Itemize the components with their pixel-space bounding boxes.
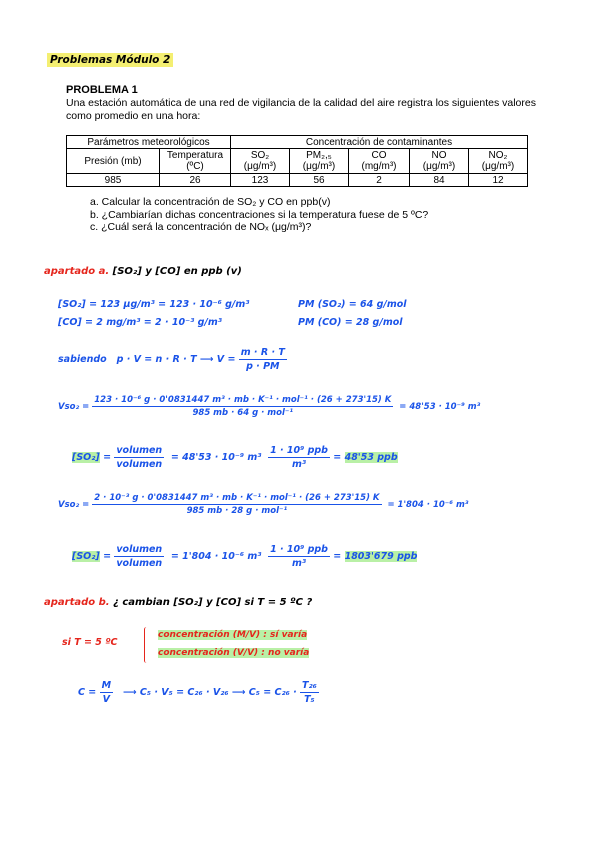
pm-unit: (μg/m³) <box>302 161 336 172</box>
volume-fraction <box>239 347 287 372</box>
table-column-header-row <box>67 149 528 174</box>
questions-list <box>90 196 428 234</box>
col-header-so2 <box>231 149 290 174</box>
so2-ppb-mid: = 48'53 · 10⁻⁹ m³ <box>170 452 262 463</box>
vco-fraction-num: 2 · 10⁻³ g · 0'0831447 m³ · mb · K⁻¹ · mol⁻¹ · (26 + 273'15) K <box>94 493 380 503</box>
pm-label: PM₂,₅ <box>306 150 332 161</box>
so2-ppb-factor-num: 1 · 10⁹ ppb <box>270 445 328 456</box>
co-volume-fraction <box>114 544 164 569</box>
ideal-gas-eq: p · V = n · R · T ⟶ V = <box>116 354 236 365</box>
vco-fraction <box>92 493 381 516</box>
pm-so2: PM (SO₂) = 64 g/mol <box>298 299 407 310</box>
co-ppb-result: 1803'679 ppb <box>344 551 418 562</box>
col-header-no2 <box>469 149 528 174</box>
problem-title: PROBLEMA 1 <box>66 84 138 96</box>
vco-equation <box>58 493 469 516</box>
col-header-co <box>349 149 410 174</box>
co-ppb-label: [SO₂] <box>72 551 100 562</box>
vso2-label: Vso₂ = <box>58 402 90 412</box>
no2-unit: (μg/m³) <box>481 161 515 172</box>
temperature-relation <box>78 680 319 705</box>
so2-unit: (μg/m³) <box>243 161 277 172</box>
question-b: b. ¿Cambiarían dichas concentraciones si la temperatura fuese de 5 ºC? <box>90 208 429 221</box>
t-fraction-den: T₅ <box>304 694 315 705</box>
col-header-temperatura <box>160 149 231 174</box>
sabiendo-label: sabiendo <box>58 354 107 365</box>
question-a: a. Calcular la concentración de SO₂ y CO en ppb(v) <box>90 196 331 208</box>
cell-no2: 12 <box>469 174 528 187</box>
conc-vv-text: concentración (V/V) : no varía <box>158 648 310 658</box>
cell-pm25: 56 <box>290 174 349 187</box>
vco-label: Vso₂ = <box>58 500 90 510</box>
vso2-equation <box>58 395 480 418</box>
c-fraction-den: V <box>102 694 110 705</box>
co-label: CO <box>371 150 387 161</box>
apartado-a-text: [SO₂] y [CO] en ppb (v) <box>112 266 242 277</box>
cell-no: 84 <box>410 174 469 187</box>
so2-volume-fraction <box>114 445 164 470</box>
c-chain: ⟶ C₅ · V₅ = C₂₆ · V₂₆ ⟶ C₅ = C₂₆ · <box>122 687 297 698</box>
volume-fraction-den: p · PM <box>246 361 280 372</box>
col-header-no <box>410 149 469 174</box>
volume-fraction-num: m · R · T <box>240 347 285 358</box>
vco-result: = 1'804 · 10⁻⁶ m³ <box>387 500 469 510</box>
c-fraction <box>100 680 113 705</box>
group-header-contaminantes: Concentración de contaminantes <box>231 136 528 149</box>
co-ppb-factor-den: m³ <box>292 558 307 569</box>
conc-vv-line <box>158 648 309 658</box>
col-header-pm25 <box>290 149 349 174</box>
si-t-condition: si T = 5 ºC <box>62 637 118 648</box>
so2-ppb-factor-den: m³ <box>292 459 307 470</box>
vco-fraction-den: 985 mb · 28 g · mol⁻¹ <box>186 506 288 516</box>
so2-label: SO₂ <box>250 150 270 161</box>
temp-unit: (ºC) <box>186 161 204 172</box>
so2-ppb-factor <box>268 445 330 470</box>
so2-given: [SO₂] = 123 μg/m³ = 123 · 10⁻⁶ g/m³ <box>58 299 250 310</box>
apartado-b-label: apartado b. <box>44 597 110 608</box>
cell-presion: 985 <box>67 174 160 187</box>
problem-statement: Una estación automática de una red de vigilancia de la calidad del aire registra los siguientes valores como promedio en una hora: <box>66 97 536 122</box>
cell-temperatura: 26 <box>160 174 231 187</box>
no2-label: NO₂ <box>488 150 508 161</box>
temp-label: Temperatura <box>166 150 224 161</box>
module-title: Problemas Módulo 2 <box>47 53 173 67</box>
no-label: NO <box>431 150 447 161</box>
co-ppb-factor <box>268 544 330 569</box>
apartado-b-text: ¿ cambian [SO₂] y [CO] si T = 5 ºC ? <box>113 597 313 608</box>
co-ppb-mid: = 1'804 · 10⁻⁶ m³ <box>170 551 262 562</box>
so2-ppb-label: [SO₂] <box>72 452 100 463</box>
col-header-presion: Presión (mb) <box>67 149 160 174</box>
group-header-meteo: Parámetros meteorológicos <box>67 136 231 149</box>
cell-co: 2 <box>349 174 410 187</box>
no-unit: (μg/m³) <box>422 161 456 172</box>
vso2-fraction <box>92 395 393 418</box>
question-c: c. ¿Cuál será la concentración de NOₓ (μg/m³)? <box>90 221 312 233</box>
so2-ppb-result: 48'53 ppb <box>344 452 398 463</box>
so2-volume-den: volumen <box>116 459 163 470</box>
vso2-fraction-den: 985 mb · 64 g · mol⁻¹ <box>192 408 294 418</box>
co-volume-den: volumen <box>116 558 163 569</box>
co-unit: (mg/m³) <box>361 161 397 172</box>
c-eq-label: C = <box>78 687 97 698</box>
conc-mv-line <box>158 630 307 640</box>
t-fraction <box>300 680 319 705</box>
co-volume-num: volumen <box>116 544 163 555</box>
so2-ppb-equation: [SO₂] = $\frac{\text{volumen}}{\text{volumen}}$ = 48'53 · 10⁻⁹ m³ $\frac{\text{1 · 10⁹ ppb}}{\text{m³}}$ = 48'53 ppb <box>72 445 398 470</box>
data-table <box>66 135 528 187</box>
apartado-a-label: apartado a. <box>44 266 110 277</box>
co-given: [CO] = 2 mg/m³ = 2 · 10⁻³ g/m³ <box>58 317 222 328</box>
t-fraction-num: T₂₆ <box>302 680 317 691</box>
ideal-gas-line <box>58 347 287 372</box>
vso2-result: = 48'53 · 10⁻⁹ m³ <box>399 402 481 412</box>
co-ppb-equation: [SO₂] = $\frac{\text{volumen}}{\text{volumen}}$ = 1'804 · 10⁻⁶ m³ $\frac{\text{1 · 10⁹ ppb}}{\text{m³}}$ = 1803'679 ppb <box>72 544 418 569</box>
curly-brace <box>144 627 149 663</box>
co-ppb-factor-num: 1 · 10⁹ ppb <box>270 544 328 555</box>
so2-volume-num: volumen <box>116 445 163 456</box>
c-fraction-num: M <box>101 680 112 691</box>
vso2-fraction-num: 123 · 10⁻⁶ g · 0'0831447 m³ · mb · K⁻¹ · mol⁻¹ · (26 + 273'15) K <box>94 395 392 405</box>
conc-mv-text: concentración (M/V) : sí varía <box>158 630 308 640</box>
apartado-a-heading <box>44 266 242 277</box>
cell-so2: 123 <box>231 174 290 187</box>
pm-co: PM (CO) = 28 g/mol <box>298 317 403 328</box>
apartado-b-heading <box>44 597 312 608</box>
table-group-header-row <box>67 136 528 149</box>
table-row <box>67 174 528 187</box>
